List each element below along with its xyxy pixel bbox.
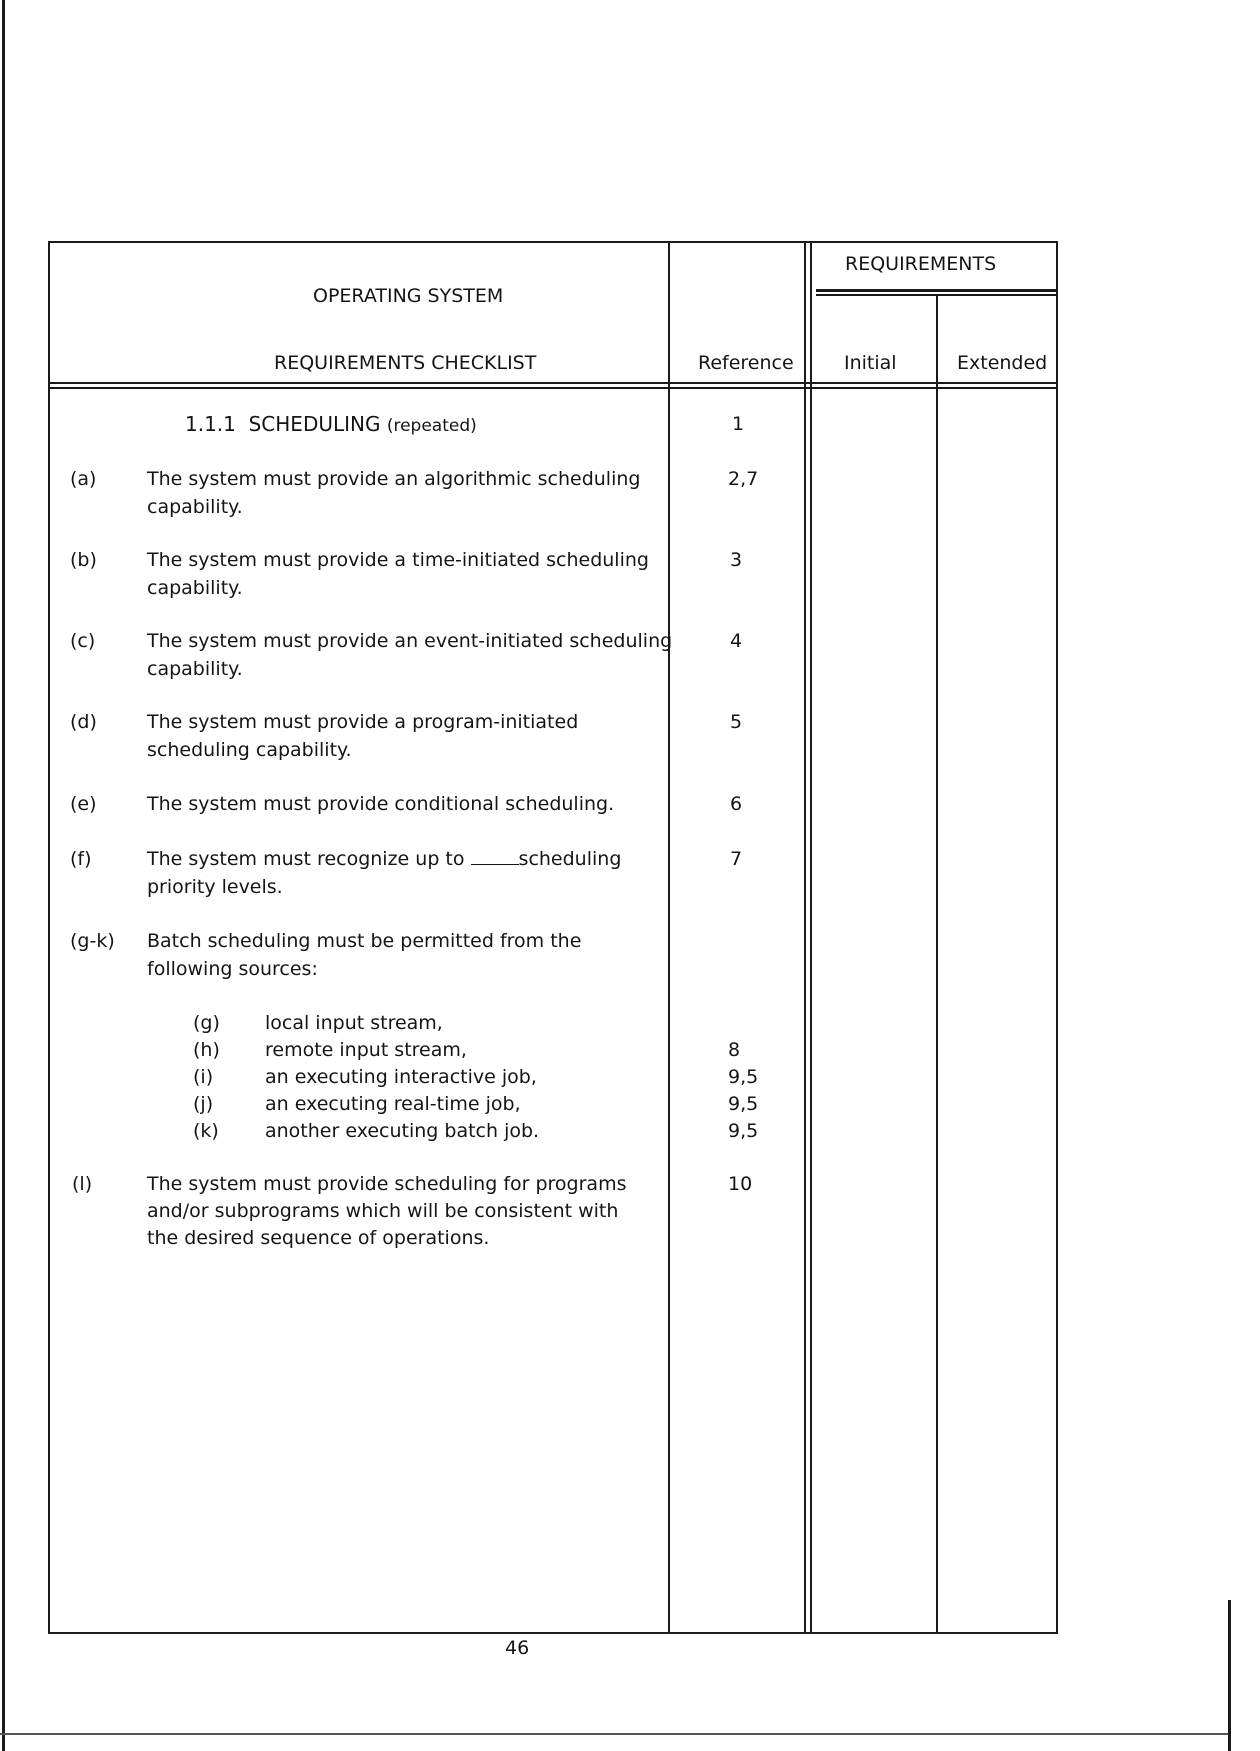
page-number: 46 [505,1637,530,1659]
item-f-line2: priority levels. [147,876,283,898]
section-heading [185,410,477,440]
requirements-header: REQUIREMENTS [845,253,997,275]
item-c-line2: capability. [147,658,243,680]
item-a-line2: capability. [147,496,243,518]
section-ref: 1 [732,413,745,435]
sub-item-text: another executing batch job. [265,1120,540,1142]
sub-item-text: an executing real-time job, [265,1093,521,1115]
item-d-ref: 5 [730,711,743,733]
item-d-line2: scheduling capability. [147,739,352,761]
initial-header: Initial [844,352,897,374]
item-f-text-b: scheduling [518,848,622,870]
item-c-ref: 4 [730,630,743,652]
item-d-label: (d) [70,711,97,733]
section-title: SCHEDULING [248,412,381,436]
sub-item-text: local input stream, [265,1012,443,1034]
item-l-line1: The system must provide scheduling for programs [147,1173,627,1195]
item-l-ref: 10 [728,1173,753,1195]
item-gk-line2: following sources: [147,958,318,980]
sub-item-ref: 8 [728,1039,741,1061]
item-l-label: (l) [72,1173,93,1195]
section-note: (repeated) [386,416,477,436]
sub-item-label: (j) [193,1093,214,1115]
bottom-page-edge [0,1733,1230,1735]
reference-header: Reference [698,352,794,374]
item-b-label: (b) [70,549,97,571]
right-page-edge [1228,1600,1231,1751]
blank-fill-line [471,846,519,865]
sub-item-label: (h) [193,1039,220,1061]
item-f-label: (f) [70,848,92,870]
item-b-line1: The system must provide a time-initiated scheduling [147,549,649,571]
sub-item-ref: 9,5 [728,1066,759,1088]
item-c-line1: The system must provide an event-initiated scheduling [147,630,673,652]
title-line-2: REQUIREMENTS CHECKLIST [274,352,537,374]
item-gk-label: (g-k) [70,930,115,952]
item-f-text-a: The system must recognize up to [147,848,465,870]
sub-item-label: (g) [193,1012,220,1034]
sub-item-label: (i) [193,1066,214,1088]
item-a-ref: 2,7 [728,468,759,490]
section-number: 1.1.1 [185,412,236,436]
sub-item-text: an executing interactive job, [265,1066,537,1088]
sub-item-label: (k) [193,1120,219,1142]
item-f-ref: 7 [730,848,743,870]
item-e-ref: 6 [730,793,743,815]
item-b-ref: 3 [730,549,743,571]
item-e-label: (e) [70,793,97,815]
item-gk-line1: Batch scheduling must be permitted from the [147,930,582,952]
title-line-1: OPERATING SYSTEM [313,285,504,307]
left-page-edge [2,0,5,1751]
item-a-label: (a) [70,468,97,490]
item-l-line2: and/or subprograms which will be consistent with [147,1200,619,1222]
item-c-label: (c) [70,630,96,652]
sub-item-text: remote input stream, [265,1039,467,1061]
item-d-line1: The system must provide a program-initiated [147,711,579,733]
item-l-line3: the desired sequence of operations. [147,1227,490,1249]
item-f-line1 [147,845,621,873]
item-a-line1: The system must provide an algorithmic scheduling [147,468,641,490]
item-e-line1: The system must provide conditional scheduling. [147,793,615,815]
sub-item-ref: 9,5 [728,1093,759,1115]
sub-item-ref: 9,5 [728,1120,759,1142]
extended-header: Extended [957,352,1048,374]
item-b-line2: capability. [147,577,243,599]
